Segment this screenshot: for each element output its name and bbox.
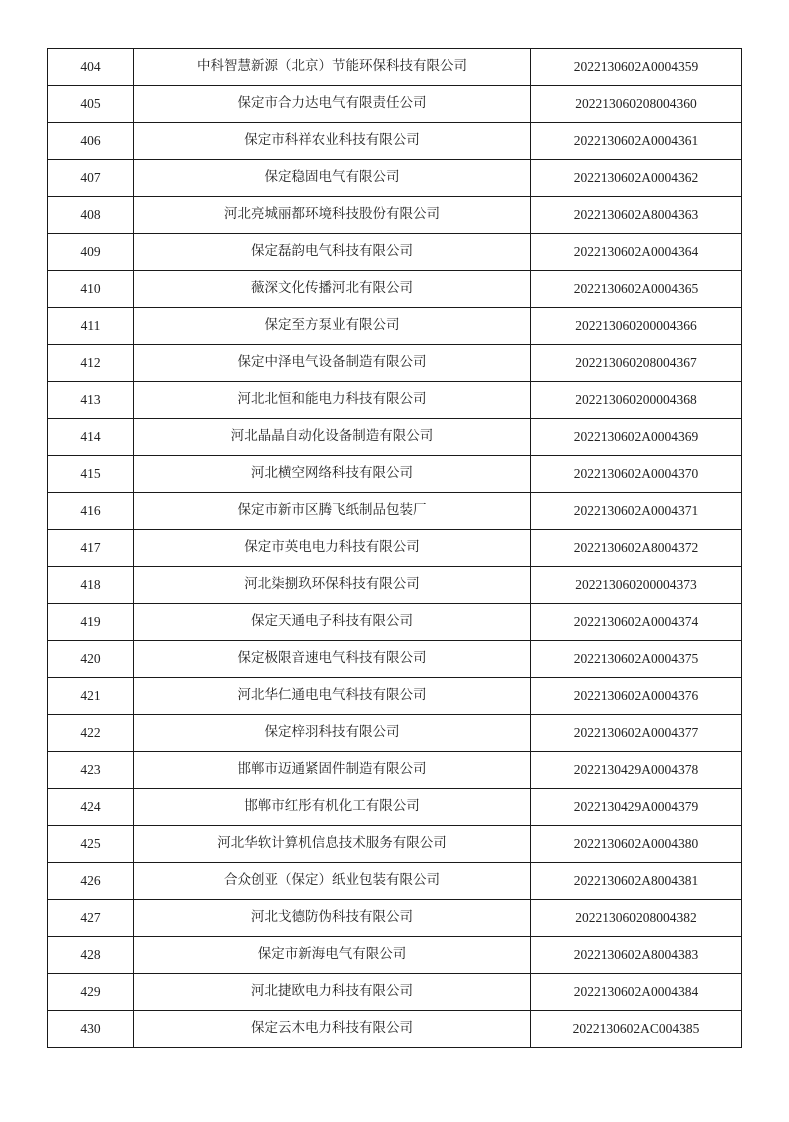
table-row [48,308,742,345]
row-number: 412 [48,345,134,382]
company-name: 保定云木电力科技有限公司 [134,1011,531,1048]
row-number: 416 [48,493,134,530]
registration-code: 2022130602A0004375 [531,641,742,678]
table-row [48,678,742,715]
registration-code: 2022130429A0004378 [531,752,742,789]
registration-code: 2022130602A0004377 [531,715,742,752]
company-name: 保定市科祥农业科技有限公司 [134,123,531,160]
registration-code: 2022130602A0004376 [531,678,742,715]
row-number: 411 [48,308,134,345]
row-number: 413 [48,382,134,419]
row-number: 410 [48,271,134,308]
table-row [48,123,742,160]
table-row [48,974,742,1011]
registration-code: 202213060200004373 [531,567,742,604]
row-number: 425 [48,826,134,863]
registration-code: 2022130602A0004362 [531,160,742,197]
registration-code: 2022130602A0004361 [531,123,742,160]
table-row [48,493,742,530]
registration-code: 2022130602A0004369 [531,419,742,456]
row-number: 414 [48,419,134,456]
row-number: 424 [48,789,134,826]
row-number: 423 [48,752,134,789]
registration-code: 2022130602A0004370 [531,456,742,493]
row-number: 408 [48,197,134,234]
registration-code: 2022130602A0004359 [531,49,742,86]
company-name: 保定极限音速电气科技有限公司 [134,641,531,678]
row-number: 405 [48,86,134,123]
row-number: 409 [48,234,134,271]
company-name: 河北华软计算机信息技术服务有限公司 [134,826,531,863]
row-number: 428 [48,937,134,974]
table-row [48,641,742,678]
company-name: 保定中泽电气设备制造有限公司 [134,345,531,382]
row-number: 422 [48,715,134,752]
table-row [48,604,742,641]
row-number: 430 [48,1011,134,1048]
company-name: 邯郸市红彤有机化工有限公司 [134,789,531,826]
company-name: 保定市英电电力科技有限公司 [134,530,531,567]
registration-code: 2022130602A8004383 [531,937,742,974]
registration-table [47,48,742,1048]
row-number: 426 [48,863,134,900]
company-name: 河北捷欧电力科技有限公司 [134,974,531,1011]
registration-code: 2022130602A8004372 [531,530,742,567]
company-name: 河北戈德防伪科技有限公司 [134,900,531,937]
company-name: 保定磊韵电气科技有限公司 [134,234,531,271]
registration-code: 202213060200004368 [531,382,742,419]
table-row [48,419,742,456]
registration-code: 2022130602A0004380 [531,826,742,863]
company-name: 保定市合力达电气有限责任公司 [134,86,531,123]
table-row [48,900,742,937]
company-name: 保定梓羽科技有限公司 [134,715,531,752]
registration-code: 202213060200004366 [531,308,742,345]
table-row [48,271,742,308]
registration-code: 2022130429A0004379 [531,789,742,826]
company-name: 保定市新市区腾飞纸制品包装厂 [134,493,531,530]
row-number: 407 [48,160,134,197]
company-name: 河北晶晶自动化设备制造有限公司 [134,419,531,456]
company-name: 河北亮城丽都环境科技股份有限公司 [134,197,531,234]
table-row [48,234,742,271]
table-row [48,49,742,86]
registration-code: 2022130602A0004384 [531,974,742,1011]
row-number: 420 [48,641,134,678]
company-name: 河北华仁通电电气科技有限公司 [134,678,531,715]
table-row [48,530,742,567]
company-name: 河北横空网络科技有限公司 [134,456,531,493]
table-body [48,49,742,1048]
company-name: 河北柒捌玖环保科技有限公司 [134,567,531,604]
table-row [48,863,742,900]
row-number: 427 [48,900,134,937]
registration-code: 202213060208004360 [531,86,742,123]
registration-code: 2022130602A0004364 [531,234,742,271]
company-name: 合众创亚（保定）纸业包装有限公司 [134,863,531,900]
company-name: 保定至方泵业有限公司 [134,308,531,345]
row-number: 419 [48,604,134,641]
company-name: 薇深文化传播河北有限公司 [134,271,531,308]
table-row [48,752,742,789]
company-name: 河北北恒和能电力科技有限公司 [134,382,531,419]
table-row [48,937,742,974]
registration-code: 202213060208004367 [531,345,742,382]
registration-code: 2022130602A8004381 [531,863,742,900]
registration-code: 2022130602A0004365 [531,271,742,308]
table-row [48,456,742,493]
row-number: 417 [48,530,134,567]
company-name: 保定天通电子科技有限公司 [134,604,531,641]
table-row [48,567,742,604]
registration-code: 2022130602AC004385 [531,1011,742,1048]
row-number: 421 [48,678,134,715]
company-name: 保定稳固电气有限公司 [134,160,531,197]
row-number: 418 [48,567,134,604]
company-name: 中科智慧新源（北京）节能环保科技有限公司 [134,49,531,86]
table-row [48,160,742,197]
row-number: 406 [48,123,134,160]
registration-code: 2022130602A8004363 [531,197,742,234]
row-number: 404 [48,49,134,86]
registration-code: 2022130602A0004371 [531,493,742,530]
table-row [48,715,742,752]
company-name: 邯郸市迈通紧固件制造有限公司 [134,752,531,789]
table-row [48,197,742,234]
registration-code: 202213060208004382 [531,900,742,937]
table-row [48,1011,742,1048]
table-row [48,789,742,826]
table-row [48,86,742,123]
table-row [48,345,742,382]
row-number: 429 [48,974,134,1011]
table-row [48,826,742,863]
company-name: 保定市新海电气有限公司 [134,937,531,974]
registration-code: 2022130602A0004374 [531,604,742,641]
row-number: 415 [48,456,134,493]
table-row [48,382,742,419]
